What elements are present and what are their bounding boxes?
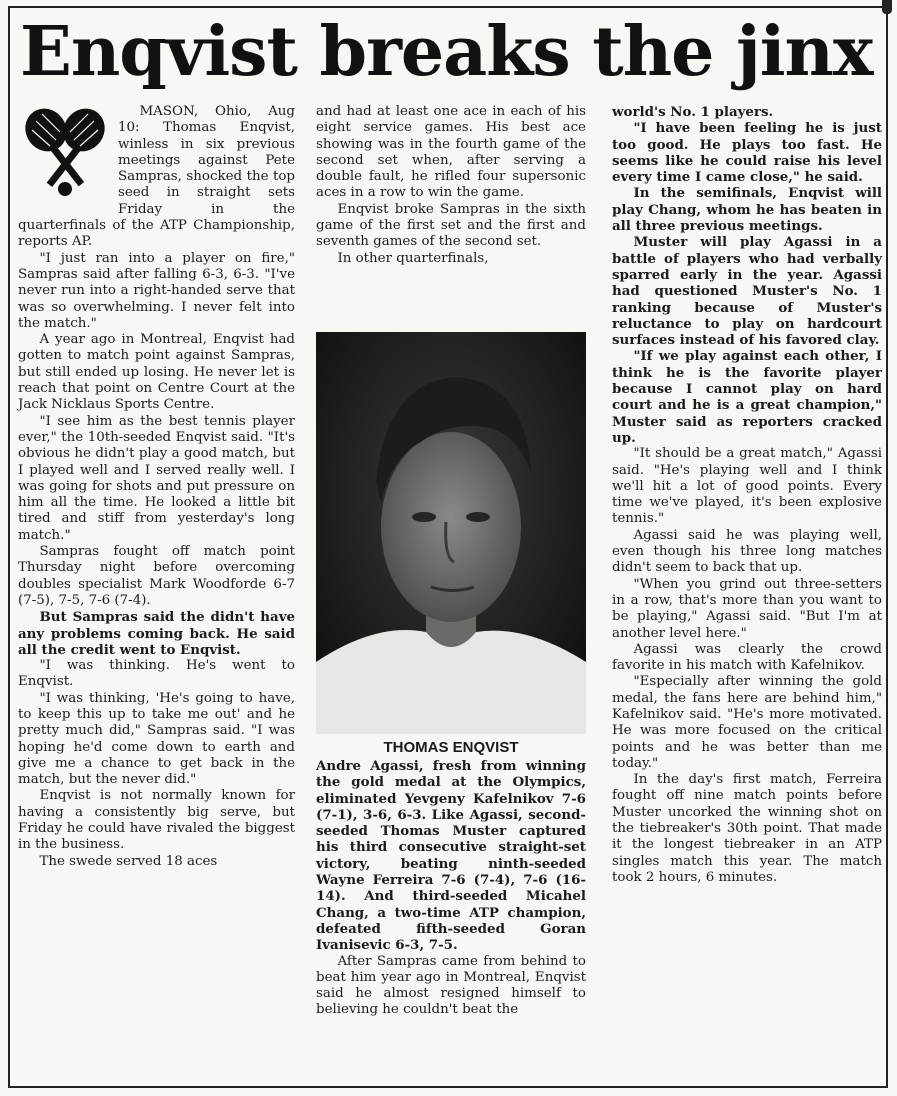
player-photo — [316, 332, 586, 734]
crossed-tennis-rackets-icon — [18, 104, 112, 198]
paragraph: Agassi said he was playing well, even though his three long matches didn't seem to back that up. — [612, 527, 882, 576]
paragraph: A year ago in Montreal, Enqvist had gotten to match point against Sampras, but still ended up losing. He never let is reach that point on Centre Court at the Jack Nicklaus Sports Centre. — [18, 332, 295, 413]
paragraph: But Sampras said the didn't have any problems coming back. He said all the credit went to Enqvist. — [18, 609, 295, 658]
paragraph: Muster will play Agassi in a battle of players who had verbally sparred early in the year. Agassi had questioned Muster's No. 1 ranking because of Muster's reluctance to play on hardcourt surfaces instead of his favored clay. — [612, 234, 882, 349]
headline: Enqvist breaks the jinx — [20, 12, 873, 92]
paragraph: "I was thinking. He's went to Enqvist. — [18, 658, 295, 690]
paragraph: In the semifinals, Enqvist will play Chang, whom he has beaten in all three previous meetings. — [612, 185, 882, 235]
paragraph: "If we play against each other, I think he is the favorite player because I cannot play on hard court and he is a great champion," Muster said as reporters cracked up. — [612, 348, 882, 446]
column-2 — [316, 104, 586, 267]
column-3 — [612, 104, 882, 886]
paragraph: Sampras fought off match point Thursday night before overcoming doubles specialist Mark Woodforde 6-7 (7-5), 7-5, 7-6 (7-4). — [18, 544, 295, 608]
paragraph: Enqvist broke Sampras in the sixth game of the first set and the first and seventh games of the second set. — [316, 201, 586, 250]
logo-spacer — [18, 104, 118, 202]
paragraph: MASON, Ohio, Aug 10: Thomas Enqvist, winless in six previous meetings against Pete Sampras, shocked the top seed in straight sets Friday in the quarterfinals of the ATP Championship, reports AP. — [18, 104, 295, 250]
paragraph: "I was thinking, 'He's going to have, to keep this up to take me out' and he pretty much did," Sampras said. "I was hoping he'd come down to earth and give me a chance to get back in the match, but the never did." — [18, 690, 295, 788]
column-2-lower — [316, 758, 586, 1019]
paragraph: In other quarterfinals, — [337, 250, 489, 266]
paragraph: "I have been feeling he is just too good. He plays too fast. He seems like he could raise his level every time I came close," he said. — [612, 120, 882, 186]
page-corner-mark — [882, 0, 892, 14]
column-1 — [18, 104, 295, 870]
paragraph: After Sampras came from behind to beat him year ago in Montreal, Enqvist said he almost resigned himself to believing he couldn't beat the — [316, 953, 586, 1018]
portrait-illustration — [316, 332, 586, 734]
paragraph: Andre Agassi, fresh from winning the gold medal at the Olympics, eliminated Yevgeny Kafelnikov 7-6 (7-1), 3-6, 6-3. Like Agassi, second-seeded Thomas Muster captured his third consecutive straight-set victory, beating ninth-seeded Wayne Ferreira 7-6 (7-4), 7-6 (16-14). And third-seeded Micahel Chang, a two-time ATP champion, defeated fifth-seeded Goran Ivanisevic 6-3, 7-5. — [316, 758, 586, 954]
paragraph: "I just ran into a player on fire," Sampras said after falling 6-3, 6-3. "I've never run into a right-handed serve that was so overwhelming. I never felt into the match." — [18, 250, 295, 331]
paragraph: Agassi was clearly the crowd favorite in his match with Kafelnikov. — [612, 641, 882, 674]
paragraph: In the day's first match, Ferreira fought off nine match points before Muster uncorked the winning shot on the tiebreaker's 30th point. That made it the longest tiebreaker in an ATP singles match this year. The match took 2 hours, 6 minutes. — [612, 772, 882, 885]
photo-caption: THOMAS ENQVIST — [383, 739, 519, 756]
paragraph: The swede served 18 aces — [39, 853, 218, 869]
paragraph: Enqvist is not normally known for having a consistently big serve, but Friday he could have rivaled the biggest in the business. — [18, 788, 295, 853]
paragraph: world's No. 1 players. — [612, 104, 774, 120]
paragraph: "Especially after winning the gold medal, the fans here are behind him," Kafelnikov said. "He's more motivated. He was more focused on the critical points and he was better than me today." — [612, 674, 882, 771]
paragraph: "It should be a great match," Agassi said. "He's playing well and I think we'll hit a lot of good points. Every time we've played, it's been explosive tennis." — [612, 446, 882, 527]
paragraph: "I see him as the best tennis player ever," the 10th-seeded Enqvist said. "It's obvious he didn't play a good match, but I played well and I served really well. I was going for shots and put pressure on him all the time. He looked a little bit tired and stiff from yesterday's long match." — [18, 413, 295, 543]
paragraph: "When you grind out three-setters in a row, that's more than you want to be playing," Agassi said. "But I'm at another level here." — [612, 576, 882, 641]
paragraph: and had at least one ace in each of his eight service games. His best ace showing was in the fourth game of the second set when, after serving a double fault, he rifled four supersonic aces in a row to win the game. — [316, 104, 586, 201]
